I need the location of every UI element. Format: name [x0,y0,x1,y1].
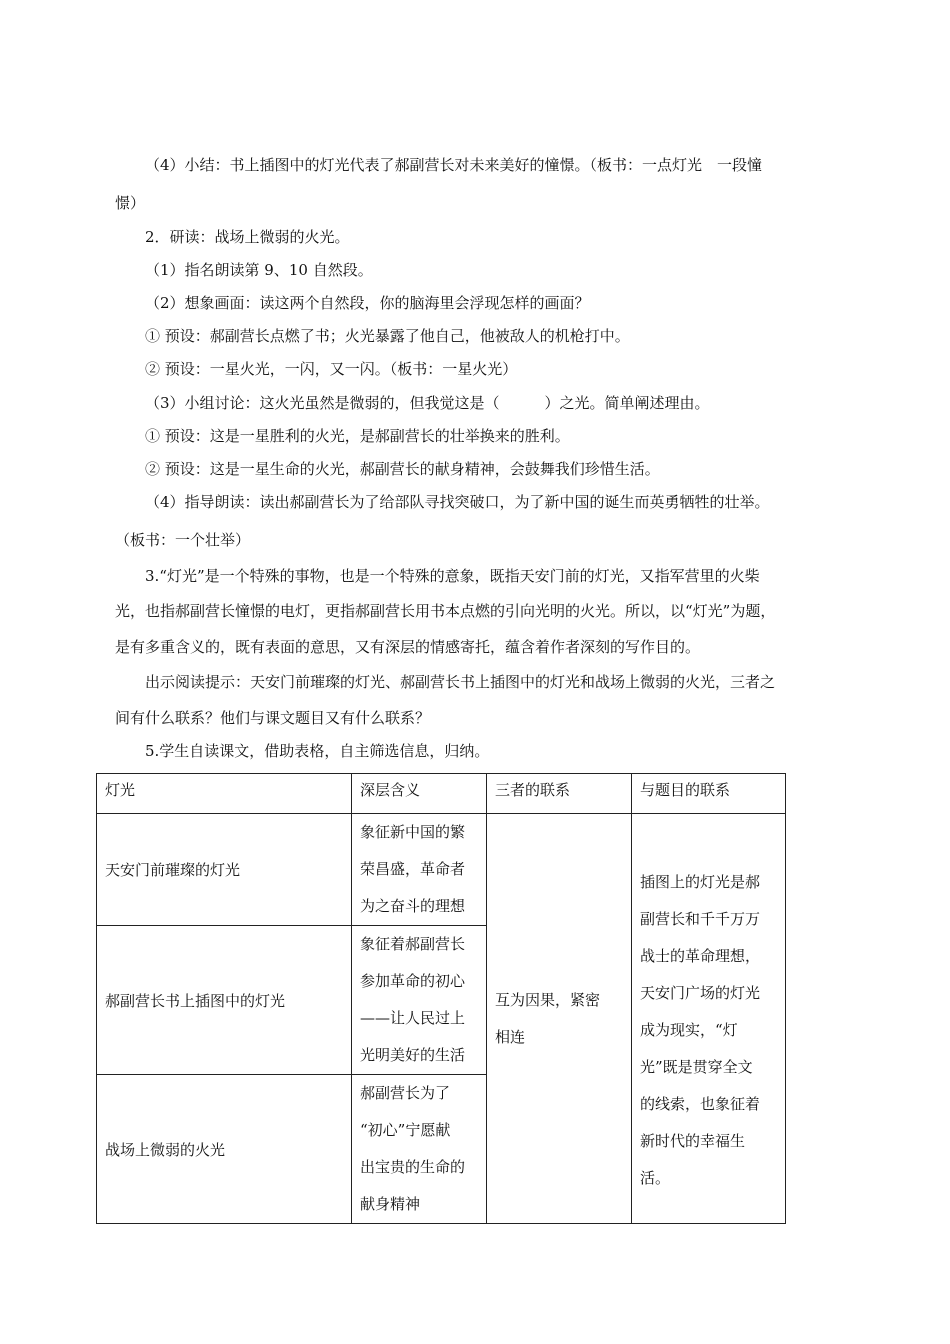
table-header-cell: 三者的联系 [487,774,632,814]
light-meaning-table [96,773,786,1224]
table-header-cell: 与题目的联系 [632,774,786,814]
table-cell-meaning: 象征着郝副营长 参加革命的初心 ——让人民过上 光明美好的生活 [352,926,487,1075]
paragraph: 憬） [115,194,146,212]
paragraph: 光，也指郝副营长憧憬的电灯，更指郝副营长用书本点燃的引向光明的火光。所以，以“灯光”为题， [115,602,776,620]
paragraph: 是有多重含义的，既有表面的意思，又有深层的情感寄托，蕴含着作者深刻的写作目的。 [115,638,701,656]
table-cell-relation: 互为因果，紧密 相连 [487,814,632,1224]
paragraph: 5.学生自读课文，借助表格，自主筛选信息，归纳。 [145,742,490,760]
table-cell-light: 战场上微弱的火光 [97,1075,352,1224]
paragraph: （2）想象画面：读这两个自然段，你的脑海里会浮现怎样的画面？ [145,294,590,312]
table-cell-light: 天安门前璀璨的灯光 [97,814,352,926]
table-row [97,814,786,926]
paragraph: （4）指导朗读：读出郝副营长为了给部队寻找突破口，为了新中国的诞生而英勇牺牲的壮举。 [145,493,770,511]
table-cell-title-relation: 插图上的灯光是郝 副营长和千千万万 战士的革命理想， 天安门广场的灯光 成为现实，“灯 光”既是贯穿全文 的线索，也象征着 新时代的幸福生 活。 [632,814,786,1224]
paragraph: 间有什么联系？他们与课文题目又有什么联系？ [115,709,431,727]
paragraph: （1）指名朗读第 9、10 自然段。 [145,261,373,279]
table-cell-meaning: 郝副营长为了 “初心”宁愿献 出宝贵的生命的 献身精神 [352,1075,487,1224]
table-header-cell: 深层含义 [352,774,487,814]
paragraph: ② 预设：一星火光，一闪，又一闪。（板书：一星火光） [145,360,518,378]
paragraph: 出示阅读提示：天安门前璀璨的灯光、郝副营长书上插图中的灯光和战场上微弱的火光，三者之 [145,673,776,691]
paragraph: ② 预设：这是一星生命的火光，郝副营长的献身精神，会鼓舞我们珍惜生活。 [145,460,660,478]
table-cell-meaning: 象征新中国的繁 荣昌盛，革命者 为之奋斗的理想 [352,814,487,926]
paragraph: ① 预设：这是一星胜利的火光，是郝副营长的壮举换来的胜利。 [145,427,570,445]
paragraph: ① 预设：郝副营长点燃了书；火光暴露了他自己，他被敌人的机枪打中。 [145,327,630,345]
table-header-row [97,774,786,814]
paragraph: 2．研读：战场上微弱的火光。 [145,228,350,246]
paragraph: （4）小结：书上插图中的灯光代表了郝副营长对未来美好的憧憬。（板书：一点灯光 一段憧 [145,156,763,174]
table-header-cell: 灯光 [97,774,352,814]
paragraph: （3）小组讨论：这火光虽然是微弱的，但我觉这是（ ）之光。简单阐述理由。 [145,394,710,412]
paragraph: 3.“灯光”是一个特殊的事物，也是一个特殊的意象，既指天安门前的灯光，又指军营里的火柴 [145,567,760,585]
table-cell-light: 郝副营长书上插图中的灯光 [97,926,352,1075]
paragraph: （板书：一个壮举） [115,531,251,549]
